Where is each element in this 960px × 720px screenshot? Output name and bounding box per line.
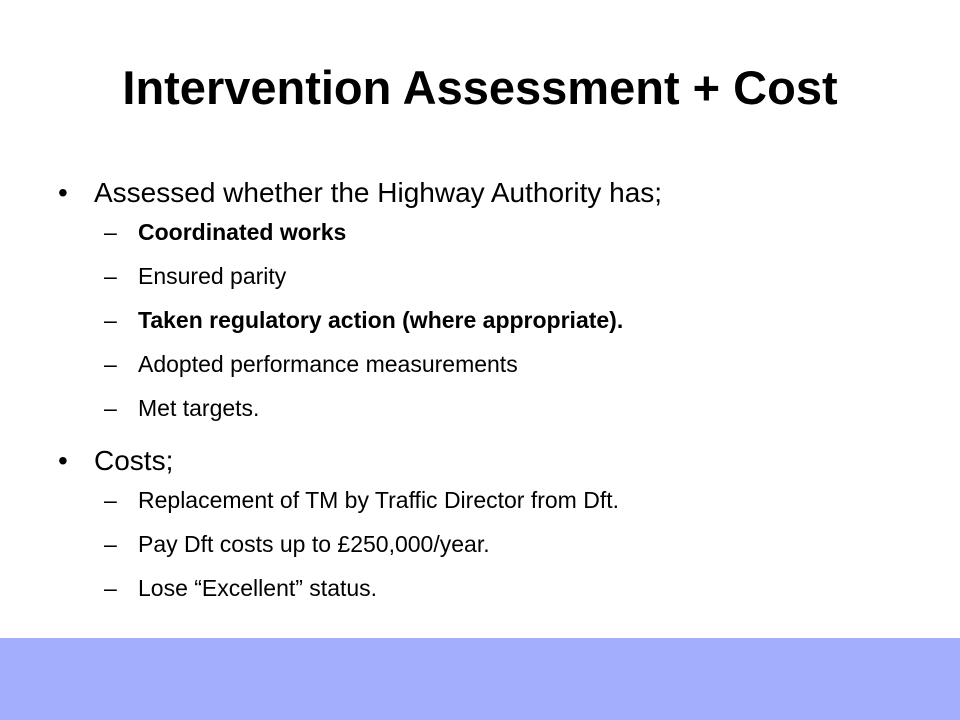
list-item-text: Lose “Excellent” status. [138,575,378,601]
list-item-text: Met targets. [138,395,260,421]
list-item [58,254,918,298]
bullet-marker: • [58,445,68,476]
dash-marker: – [104,531,117,557]
dash-marker: – [104,307,117,333]
list-item [58,210,918,254]
assessment-list [58,210,918,430]
list-item-text: Pay Dft costs up to £250,000/year. [138,531,490,557]
bullet-marker: • [58,177,68,208]
bullet-label: Assessed whether the Highway Authority has; [94,177,663,208]
dash-marker: – [104,575,117,601]
list-item [58,566,918,610]
bullet-label: Costs; [94,445,174,476]
dash-marker: – [104,263,117,289]
list-item-text: Adopted performance measurements [138,351,518,377]
dash-marker: – [104,351,117,377]
list-item [58,478,918,522]
list-item [58,298,918,342]
bullet-costs [58,444,918,478]
list-item-text: Coordinated works [138,219,347,245]
list-item [58,386,918,430]
dash-marker: – [104,487,117,513]
dash-marker: – [104,219,117,245]
dash-marker: – [104,395,117,421]
list-item [58,342,918,386]
costs-list [58,478,918,610]
slide-body [58,170,918,610]
list-item-text: Taken regulatory action (where appropriate). [138,307,624,333]
list-item-text: Ensured parity [138,263,287,289]
slide-title: Intervention Assessment + Cost [122,61,838,114]
list-item-text: Replacement of TM by Traffic Director from Dft. [138,487,620,513]
footer-band [0,638,960,720]
list-item [58,522,918,566]
bullet-assessment [58,176,918,210]
